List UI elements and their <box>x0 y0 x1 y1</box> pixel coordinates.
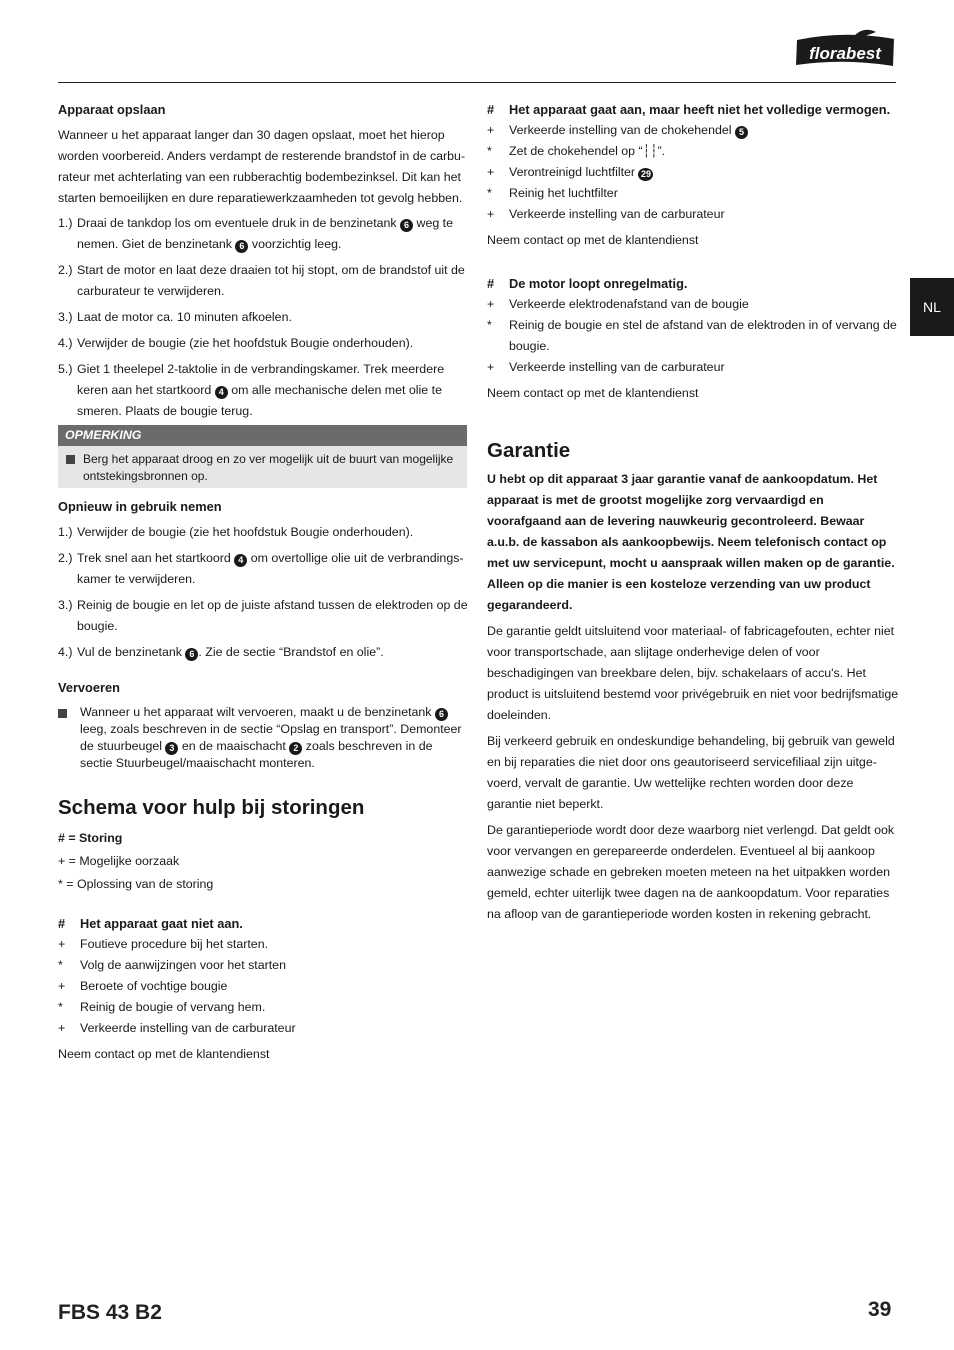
list-item: 2.) Trek snel aan het startkoord 4 om overtollige olie uit de verbrandingskamer te verwijderen. <box>58 551 464 586</box>
header-rule <box>58 82 896 83</box>
note-text: Berg het apparaat droog en zo ver mogelijk uit de buurt van mogelijke ontstekingsbronnen op. <box>83 452 454 483</box>
list-item: + Foutieve procedure bij het starten. <box>58 937 269 951</box>
paragraph: Wanneer u het apparaat langer dan 30 dagen opslaat, moet het hierop worden voorbereid. Anders verdampt de resterende brandstof in de carburateur met achterlating van een rubberachtig bodembezinksel. Dit kan het starten bemoeilijken en dure reparatiewerkzaamheden tot gevolg hebben. <box>58 128 466 205</box>
list-item: 5.) Giet 1 theelepel 2-taktolie in de verbrandingskamer. Trek meerdere keren aan het startkoord 4 om alle mechanische delen met olie te smeren. Plaats de bougie terug. <box>58 362 445 418</box>
contact-text: Neem contact op met de klantendienst <box>58 1047 270 1061</box>
list-item: * Reinig de bougie en stel de afstand van de elektroden in of vervang de bougie. <box>487 318 897 353</box>
language-tab: NL <box>910 278 954 336</box>
reference-badge: 6 <box>400 219 413 232</box>
reference-badge: 4 <box>215 386 228 399</box>
section-opnieuw <box>58 496 468 663</box>
list-item: * Volg de aanwijzingen voor het starten <box>58 958 286 972</box>
florabest-logo <box>794 28 897 68</box>
legend-item: + = Mogelijke oorzaak <box>58 854 180 868</box>
list-item: * Zet de chokehendel op “┆┆”. <box>487 144 666 158</box>
list-item: 1.) Verwijder de bougie (zie het hoofdstuk Bougie onderhouden). <box>58 525 414 539</box>
reference-badge: 5 <box>735 126 748 139</box>
paragraph: U hebt op dit apparaat 3 jaar garantie vanaf de aankoopdatum. Het apparaat is met de grootst mogelijke zorg vervaardigd en voorafgaand aan de levering nauwkeurig gecontroleerd. Bewaar a.u.b. de kassabon als aankoopbewijs. Neem telefonisch contact op met uw servicepunt, mocht u aanspraak willen maken op de garantie. Alleen op die manier is een kosteloze verzending van uw product gegarandeerd. <box>487 472 895 612</box>
list-item: 4.) Vul de benzinetank 6 . Zie de sectie “Brandstof en olie”. <box>58 645 384 659</box>
list-item: + Verkeerde elektrodenafstand van de bougie <box>487 297 749 311</box>
paragraph: De garantie geldt uitsluitend voor materiaal- of fabricagefouten, echter niet voor transportschade, aan slijtage onderhevige delen of voor beschadigingen van breekbare delen, bijv. schakelaars of accu's. Het product is uitsluitend bestemd voor privégebruik en niet voor bedrijfsmatige doeleinden. <box>487 624 899 722</box>
reference-badge: 2 <box>289 742 302 755</box>
legend-item: # = Storing <box>58 831 123 845</box>
list-item: * Reinig de bougie of vervang hem. <box>58 1000 266 1014</box>
fault-title: # Het apparaat gaat niet aan. <box>58 916 243 931</box>
legend-item: * = Oplossing van de storing <box>58 877 214 891</box>
list-item: Wanneer u het apparaat wilt vervoeren, maakt u de benzinetank 6 leeg, zoals beschreven in de sectie “Opslag en transport”. Demonteer de stuurbeugel 3 en de maaischacht 2 zoals beschreven in de sectie Stuurbeugel/maaischacht monteren. <box>58 704 468 772</box>
list-item: 3.) Reinig de bougie en let op de juiste afstand tussen de elektroden op de bougie. <box>58 598 468 633</box>
list-item: + Verkeerde instelling van de carburateur <box>58 1021 296 1035</box>
brand-text: florabest <box>809 44 881 63</box>
note-body <box>58 446 467 488</box>
reference-badge: 6 <box>185 648 198 661</box>
section-heading: Schema voor hulp bij storingen <box>58 796 365 819</box>
list-item: + Verkeerde instelling van de chokehendel 5 <box>487 120 899 141</box>
bullet-square <box>66 455 75 464</box>
paragraph: Bij verkeerd gebruik en ondeskundige behandeling, bij gebruik van geweld en bij reparaties die niet door ons geautoriseerd servicefiliaal zijn uitgevoerd, vervalt de garantie. Uw wettelijke rechten worden door deze garantie niet beperkt. <box>487 734 895 811</box>
section-title: Apparaat opslaan <box>58 102 166 117</box>
section-garantie <box>487 440 899 925</box>
fault-title: # Het apparaat gaat aan, maar heeft niet het volledige vermogen. <box>487 102 891 117</box>
reference-badge: 4 <box>234 554 247 567</box>
contact-text: Neem contact op met de klantendienst <box>487 386 699 400</box>
list-item: 2.) Start de motor en laat deze draaien tot hij stopt, om de brandstof uit de carburateur te verwijderen. <box>58 263 465 298</box>
note-header: OPMERKING <box>58 425 467 446</box>
section-heading: Garantie <box>487 439 571 462</box>
list-item: 1.) Draai de tankdop los om eventuele druk in de benzinetank 6 weg te nemen. Giet de benzinetank 6 voorzichtig leeg. <box>58 216 454 251</box>
page-number: 39 <box>868 1298 892 1321</box>
list-item: * Reinig het luchtfilter <box>487 186 618 200</box>
reference-badge: 6 <box>435 708 448 721</box>
section-schema <box>58 797 468 1065</box>
paragraph: De garantieperiode wordt door deze waarborg niet verlengd. Dat geldt ook voor vervangen en gerepareerde onderdelen. Eventueel al bij aankoop aanwezige schade en gebreken moeten meteen na het uitpakken worden gemeld, echter uiterlijk twee dagen na de aankoopdatum. Voor reparaties na afloop van de garantieperiode worden kosten in rekening gebracht. <box>487 823 895 921</box>
section-title: Vervoeren <box>58 680 120 695</box>
reference-badge: 3 <box>165 742 178 755</box>
bullet-square <box>58 709 67 718</box>
model-number: FBS 43 B2 <box>58 1301 162 1324</box>
list-item: + Beroete of vochtige bougie <box>58 979 228 993</box>
fault-title: # De motor loopt onregelmatig. <box>487 276 688 291</box>
reference-badge: 6 <box>235 240 248 253</box>
section-opslaan <box>58 99 468 422</box>
list-item: + Verontreinigd luchtfilter 29 <box>487 162 899 183</box>
list-item: 4.) Verwijder de bougie (zie het hoofdstuk Bougie onderhouden). <box>58 336 414 350</box>
section-title: Opnieuw in gebruik nemen <box>58 499 222 514</box>
reference-badge: 29 <box>638 168 653 181</box>
section-vervoeren <box>58 677 468 772</box>
list-item: + Verkeerde instelling van de carburateur <box>487 207 725 221</box>
section-fault2 <box>487 99 899 404</box>
list-item: + Verkeerde instelling van de carburateur <box>487 360 725 374</box>
contact-text: Neem contact op met de klantendienst <box>487 233 699 247</box>
list-item: 3.) Laat de motor ca. 10 minuten afkoelen. <box>58 310 292 324</box>
